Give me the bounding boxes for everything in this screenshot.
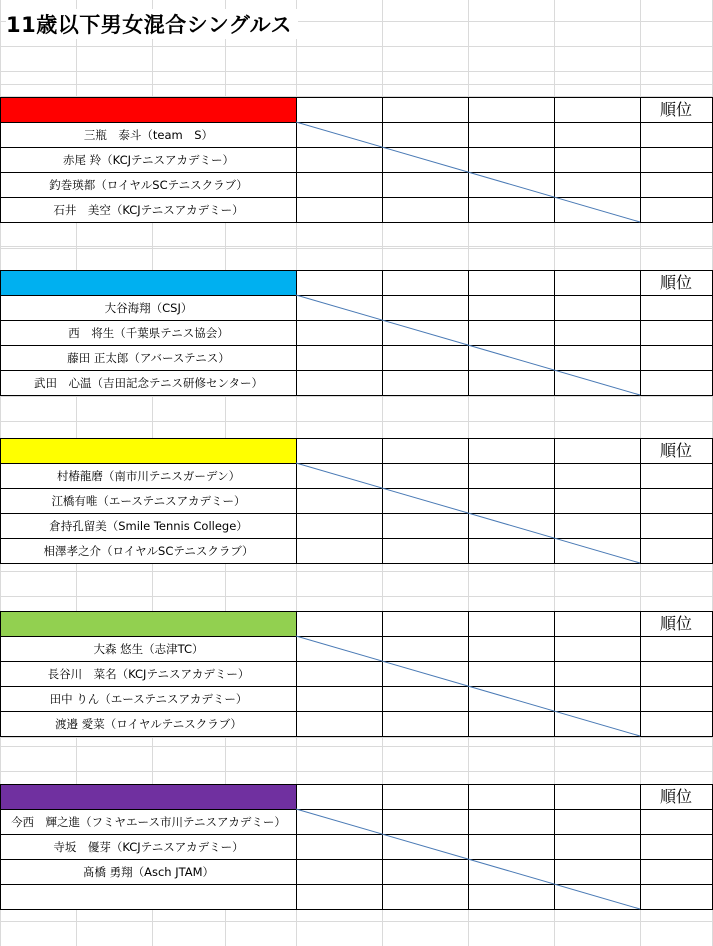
diagonal-line <box>296 295 640 395</box>
player-name: 江橋有唯（エーステニスアカデミー） <box>1 489 296 513</box>
self-match-diagonal <box>0 611 713 737</box>
player-name: 釣巻瑛都（ロイヤルSCテニスクラブ） <box>1 173 296 197</box>
grid-row-line <box>0 396 713 397</box>
player-name: 寺坂 優芽（KCJテニスアカデミー） <box>1 835 296 859</box>
rank-header: 順位 <box>641 612 711 636</box>
grid-row-line <box>0 248 713 249</box>
player-name: 倉持孔留美（Smile Tennis College） <box>1 514 296 538</box>
grid-row-line <box>0 246 713 247</box>
diagonal-line <box>296 809 640 909</box>
diagonal-line <box>296 636 640 736</box>
group-table <box>0 97 713 223</box>
player-name: 藤田 正太郎（アバーステニス） <box>1 346 296 370</box>
grid-row-line <box>0 84 713 85</box>
player-name: 武田 心温（吉田記念テニス研修センター） <box>1 371 296 395</box>
player-name: 髙橋 勇翔（Asch JTAM） <box>1 860 296 884</box>
self-match-diagonal <box>0 784 713 910</box>
player-name: 長谷川 菜名（KCJテニスアカデミー） <box>1 662 296 686</box>
player-name: 三瓶 泰斗（team S） <box>1 123 296 147</box>
grid-row-line <box>0 421 713 422</box>
player-name: 渡邉 愛菜（ロイヤルテニスクラブ） <box>1 712 296 736</box>
player-name: 田中 りん（エーステニスアカデミー） <box>1 687 296 711</box>
player-name: 大森 悠生（志津TC） <box>1 637 296 661</box>
group-table <box>0 784 713 910</box>
page-title: 11歳以下男女混合シングルス <box>6 9 298 39</box>
player-name: 西 将生（千葉県テニス協会） <box>1 321 296 345</box>
grid-row-line <box>0 746 713 747</box>
diagonal-line <box>296 122 640 222</box>
player-name: 赤尾 羚（KCJテニスアカデミー） <box>1 148 296 172</box>
grid-row-line <box>0 737 713 738</box>
grid-row-line <box>0 596 713 597</box>
rank-header: 順位 <box>641 98 711 122</box>
grid-row-line <box>0 71 713 72</box>
grid-row-line <box>0 46 713 47</box>
group-table <box>0 611 713 737</box>
player-name: 石井 美空（KCJテニスアカデミー） <box>1 198 296 222</box>
group-table <box>0 270 713 396</box>
rank-header: 順位 <box>641 439 711 463</box>
self-match-diagonal <box>0 270 713 396</box>
rank-header: 順位 <box>641 271 711 295</box>
player-name: 大谷海翔（CSJ） <box>1 296 296 320</box>
grid-row-line <box>0 771 713 772</box>
group-table <box>0 438 713 564</box>
self-match-diagonal <box>0 438 713 564</box>
self-match-diagonal <box>0 97 713 223</box>
rank-header: 順位 <box>641 785 711 809</box>
diagonal-line <box>296 463 640 563</box>
player-name: 相澤孝之介（ロイヤルSCテニスクラブ） <box>1 539 296 563</box>
grid-row-line <box>0 571 713 572</box>
player-name: 村椿龍磨（南市川テニスガーデン） <box>1 464 296 488</box>
player-name: 今西 輝之進（フミヤエース市川テニスアカデミー） <box>1 810 296 834</box>
grid-row-line <box>0 921 713 922</box>
